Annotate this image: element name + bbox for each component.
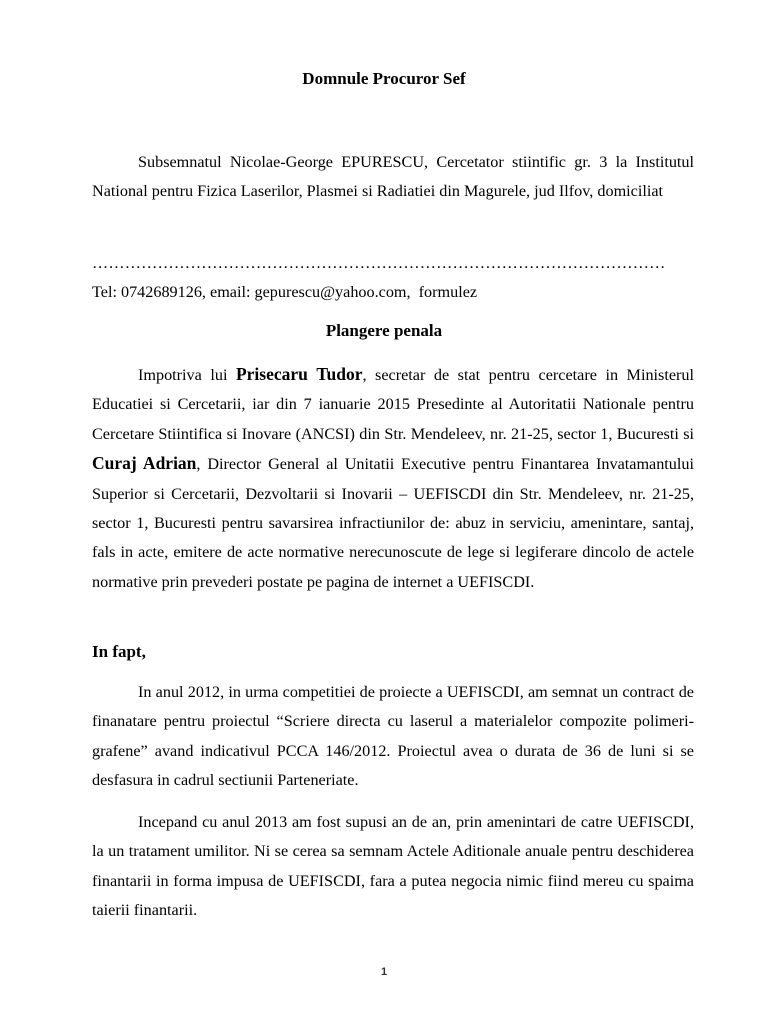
intro-paragraph	[92, 148, 694, 207]
defendant-name-1: Prisecaru Tudor	[235, 364, 363, 384]
contact-line: Tel: 0742689126, email: gepurescu@yahoo.com, formulez	[92, 283, 478, 301]
intro-text: Subsemnatul Nicolae-George EPURESCU, Cercetator stiintific gr. 3 la Institutul National pentru Fizica Laserilor, Plasmei si Radiatiei din Magurele, jud Ilfov, domiciliat	[92, 153, 694, 201]
facts-paragraph-1	[92, 678, 694, 796]
document-title: Domnule Procuror Sef	[302, 69, 466, 88]
page-number: 1	[380, 966, 388, 978]
complaint-text-part1: Impotriva lui	[138, 366, 236, 384]
facts-paragraph-2	[92, 808, 694, 926]
facts-text-1: In anul 2012, in urma competitiei de proiecte a UEFISCDI, am semnat un contract de finanatare pentru proiectul “Scriere directa cu laserul a materialelor compozite polimeri-grafene” avand indicativul PCCA 146/2012. Proiectul avea o durata de 36 de luni si se desfasura in cadrul sectiunii Parteneriate.	[92, 683, 694, 790]
defendant-name-2: Curaj Adrian	[92, 453, 197, 474]
facts-heading: In fapt,	[92, 642, 146, 661]
complaint-title: Plangere penala	[325, 321, 443, 340]
address-dotted-line: ……………………………………………………………………………………………	[92, 254, 666, 272]
complaint-text-part3: , Director General al Unitatii Executive pentru Finantarea Invatamantului Superior si Cercetarii, Dezvoltarii si Inovarii – UEFISCDI din Str. Mendeleev, nr. 21-25, sector 1, Bucuresti pentru savarsirea infractiunilor de: abuz in serviciu, amenintare, santaj, fals in acte, emitere de acte normative nerecunoscute de lege si legiferare dincolo de actele normative prin prevederi postate pe pagina de internet a UEFISCDI.	[92, 455, 694, 591]
complaint-paragraph	[92, 360, 694, 597]
facts-text-2: Incepand cu anul 2013 am fost supusi an de an, prin amenintari de catre UEFISCDI, la un tratament umilitor. Ni se cerea sa semnam Actele Aditionale anuale pentru deschiderea finantarii in forma impusa de UEFISCDI, fara a putea negocia nimic fiind mereu cu spaima taierii finantarii.	[92, 813, 694, 920]
complaint-text-part2: , secretar de stat pentru cercetare in Ministerul Educatiei si Cercetarii, iar din 7 ianuarie 2015 Presedinte al Autoritatii Nationale pentru Cercetare Stiintifica si Inovare (ANCSI) din Str. Mendeleev, nr. 21-25, sector 1, Bucuresti si	[92, 366, 694, 443]
